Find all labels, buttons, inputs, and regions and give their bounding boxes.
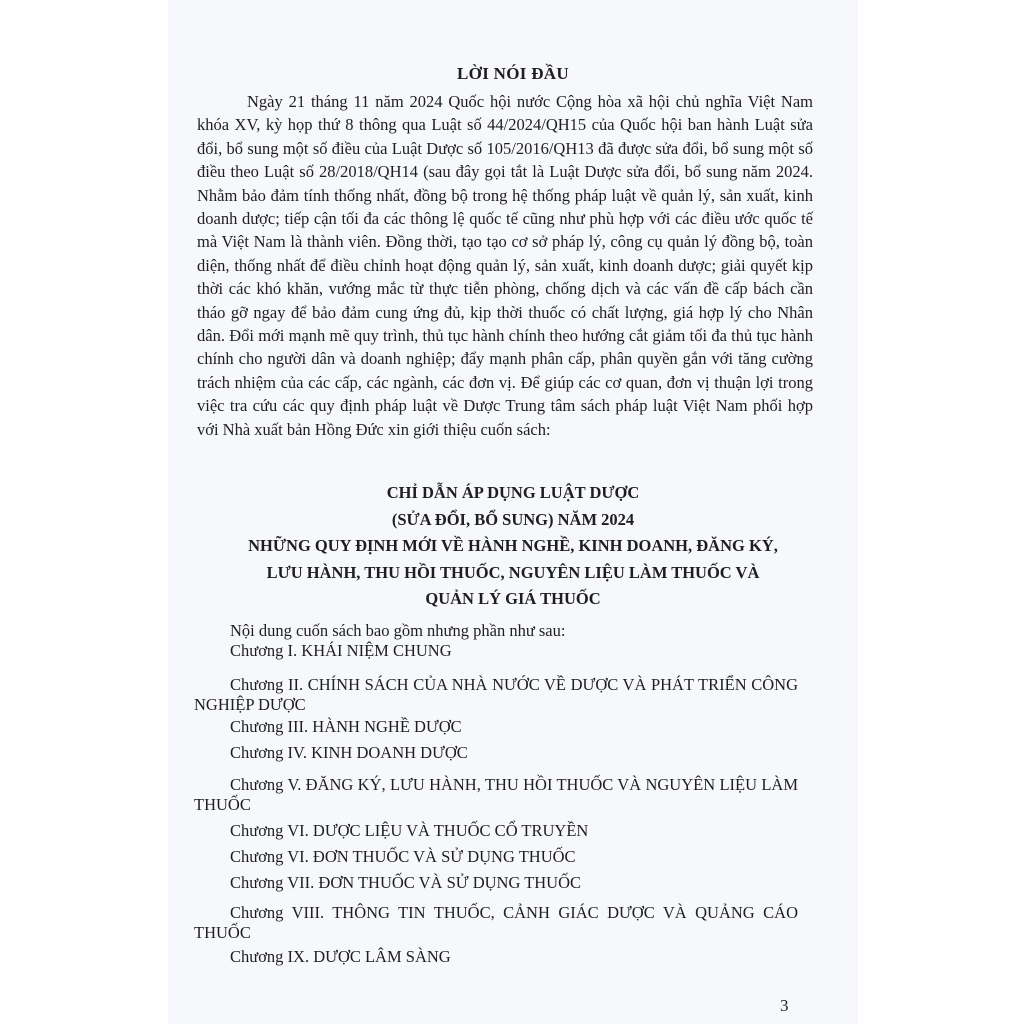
book-title-line: (SỬA ĐỔI, BỔ SUNG) NĂM 2024 — [391, 509, 635, 529]
contents-intro: Nội dung cuốn sách bao gồm nhưng phần như sau: — [230, 621, 566, 640]
chapter-item: Chương VI. DƯỢC LIỆU VÀ THUỐC CỔ TRUYỀN — [230, 821, 589, 840]
book-title-line: NHỮNG QUY ĐỊNH MỚI VỀ HÀNH NGHỀ, KINH DOANH, ĐĂNG KÝ, — [248, 536, 778, 556]
chapter-item: Chương II. CHÍNH SÁCH CỦA NHÀ NƯỚC VỀ DƯỢC VÀ PHÁT TRIỂN CÔNG NGHIỆP DƯỢC — [194, 675, 798, 714]
chapter-item: Chương V. ĐĂNG KÝ, LƯU HÀNH, THU HỒI THUỐC VÀ NGUYÊN LIỆU LÀM THUỐC — [194, 775, 798, 814]
chapter-item: Chương III. HÀNH NGHỀ DƯỢC — [230, 717, 462, 736]
chapter-item: Chương VIII. THÔNG TIN THUỐC, CẢNH GIÁC DƯỢC VÀ QUẢNG CÁO THUỐC — [194, 903, 798, 942]
intro-paragraph: Ngày 21 tháng 11 năm 2024 Quốc hội nước Cộng hòa xã hội chủ nghĩa Việt Nam khóa XV, kỳ họp thứ 8 thông qua Luật số 44/2024/QH15 của Quốc hội ban hành Luật sửa đổi, bổ sung một số điều của Luật Dược số 105/2016/QH13 đã được sửa đổi, bổ sung một số điều theo Luật số 28/2018/QH14 (sau đây gọi tắt là Luật Dược sửa đổi, bổ sung năm 2024. Nhằm bảo đảm tính thống nhất, đồng bộ trong hệ thống pháp luật về quản lý, sản xuất, kinh doanh dược; tiếp cận tối đa các thông lệ quốc tế cũng như phù hợp với các điều ước quốc tế mà Việt Nam là thành viên. Đồng thời, tạo tạo cơ sở pháp lý, công cụ quản lý đồng bộ, toàn diện, thống nhất để điều chỉnh hoạt động quản lý, sản xuất, kinh doanh dược; giải quyết kịp thời các khó khăn, vướng mắc từ thực tiễn phòng, chống dịch và các vấn đề cấp bách cần tháo gỡ ngay để bảo đảm cung ứng đủ, kịp thời thuốc có chất lượng, giá hợp lý cho Nhân dân. Đổi mới mạnh mẽ quy trình, thủ tục hành chính theo hướng cắt giảm tối đa thủ tục hành chính cho người dân và doanh nghiệp; đẩy mạnh phân cấp, phân quyền gắn với tăng cường trách nhiệm của các cấp, các ngành, các đơn vị. Để giúp các cơ quan, đơn vị thuận lợi trong việc tra cứu các quy định pháp luật về Dược Trung tâm sách pháp luật Việt Nam phối hợp với Nhà xuất bản Hồng Đức xin giới thiệu cuốn sách: — [197, 92, 813, 439]
book-title-line: QUẢN LÝ GIÁ THUỐC — [425, 589, 601, 609]
chapter-item: Chương IV. KINH DOANH DƯỢC — [230, 743, 468, 762]
intro-section — [197, 90, 813, 441]
chapter-item: Chương IX. DƯỢC LÂM SÀNG — [230, 947, 451, 966]
chapter-item: Chương VII. ĐƠN THUỐC VÀ SỬ DỤNG THUỐC — [230, 873, 582, 892]
book-title — [168, 480, 858, 613]
chapter-item: Chương VI. ĐƠN THUỐC VÀ SỬ DỤNG THUỐC — [230, 847, 576, 866]
page-number: 3 — [780, 996, 789, 1015]
chapter-item: Chương I. KHÁI NIỆM CHUNG — [230, 641, 452, 660]
book-title-line: LƯU HÀNH, THU HỒI THUỐC, NGUYÊN LIỆU LÀM THUỐC VÀ — [266, 562, 760, 582]
page-title: LỜI NÓI ĐẦU — [457, 64, 569, 83]
document-page — [168, 0, 858, 1024]
book-title-line: CHỈ DẪN ÁP DỤNG LUẬT DƯỢC — [386, 483, 640, 502]
